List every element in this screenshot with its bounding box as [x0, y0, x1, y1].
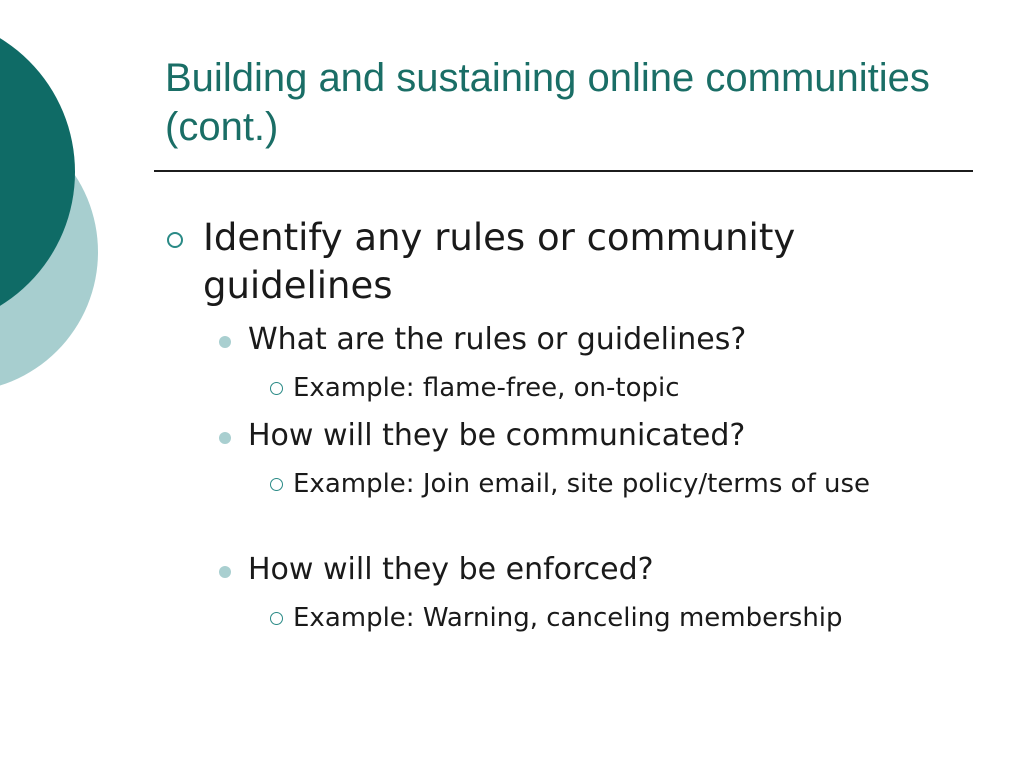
dot-bullet-icon	[219, 566, 231, 578]
bullet-rules-question: What are the rules or guidelines?	[248, 322, 747, 357]
bullet-enforced-question: How will they be enforced?	[248, 552, 654, 587]
bullet-communicated-question: How will they be communicated?	[248, 418, 746, 453]
hollow-circle-bullet-icon	[270, 478, 283, 491]
bullet-rules-example: Example: flame-free, on-topic	[293, 373, 680, 403]
bullet-main: Identify any rules or community guidelines	[203, 216, 796, 307]
hollow-circle-bullet-icon	[270, 612, 283, 625]
bullet-enforced-example: Example: Warning, canceling membership	[293, 603, 843, 633]
hollow-circle-bullet-icon	[270, 382, 283, 395]
dot-bullet-icon	[219, 432, 231, 444]
slide-title: Building and sustaining online communities (cont.)	[165, 56, 930, 149]
dot-bullet-icon	[219, 336, 231, 348]
bullet-communicated-example: Example: Join email, site policy/terms of use	[293, 469, 871, 499]
hollow-circle-bullet-icon	[167, 232, 183, 248]
